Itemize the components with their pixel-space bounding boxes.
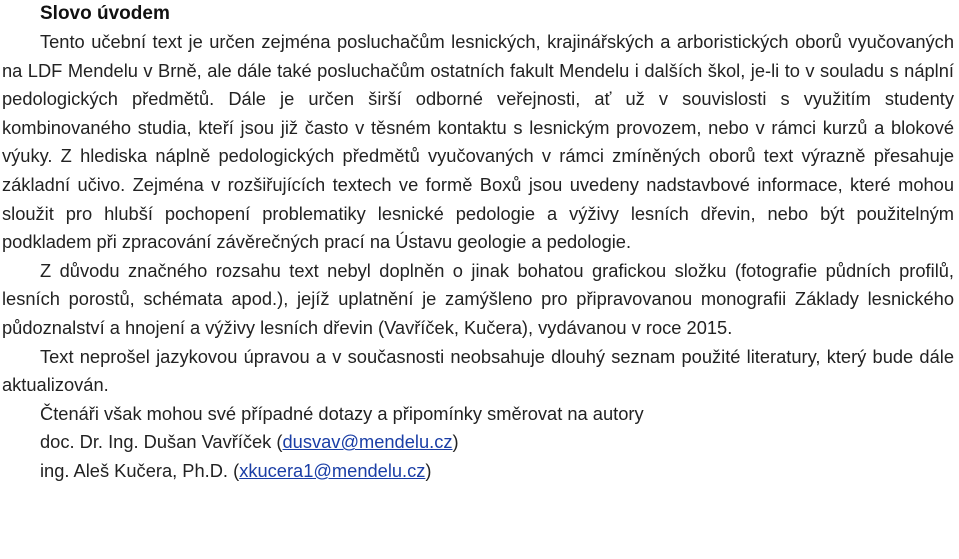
paragraph-contact-intro: Čtenáři však mohou své případné dotazy a připomínky směrovat na autory <box>40 402 644 424</box>
paragraph-graphics: Z důvodu značného rozsahu text nebyl doplněn o jinak bohatou grafickou složku (fotografie půdních profilů, lesních porostů, schémata apod.), jejíž uplatnění je zamýšleno pro připravovanou monografii Základy lesnického půdoznalství a hnojení a výživy lesních dřevin (Vavříček, Kučera), vydávanou v roce 2015. <box>2 259 954 338</box>
section-heading: Slovo úvodem <box>40 3 170 24</box>
contact-name: ing. Aleš Kučera, Ph.D. <box>40 459 228 481</box>
email-link[interactable]: xkucera1@mendelu.cz <box>239 459 426 481</box>
email-link[interactable]: dusvav@mendelu.cz <box>282 431 453 453</box>
contact-line-1 <box>40 428 954 457</box>
paragraph-language: Text neprošel jazykovou úpravou a v současnosti neobsahuje dlouhý seznam použité literatury, který bude dále aktualizován. <box>2 345 954 396</box>
paragraph-intro: Tento učební text je určen zejména posluchačům lesnických, krajinářských a arboristických oborů vyučovaných na LDF Mendelu v Brně, ale dále také posluchačům ostatních fakult Mendelu i dalších škol, je-li to v souladu s náplní pedologických předmětů. Dále je určen širší odborné veřejnosti, ať už v souvislosti s využitím studenty kombinovaného studia, kteří jsou již často v těsném kontaktu s lesnickým provozem, nebo v rámci kurzů a blokové výuky. Z hlediska náplně pedologických předmětů vyučovaných v rámci zmíněných oborů text výrazně přesahuje základní učivo. Zejména v rozšiřujících textech ve formě Boxů jsou uvedeny nadstavbové informace, které mohou sloužit pro hlubší pochopení problematiky lesnické pedologie a výživy lesních dřevin, nebo být použitelným podkladem při zpracování závěrečných prací na Ústavu geologie a pedologie. <box>2 31 954 253</box>
contact-email-wrapper: (dusvav@mendelu.cz) <box>276 431 459 453</box>
contact-email-wrapper: (xkucera1@mendelu.cz) <box>233 459 432 481</box>
contact-line-2 <box>40 457 954 486</box>
contact-name: doc. Dr. Ing. Dušan Vavříček <box>40 431 272 453</box>
